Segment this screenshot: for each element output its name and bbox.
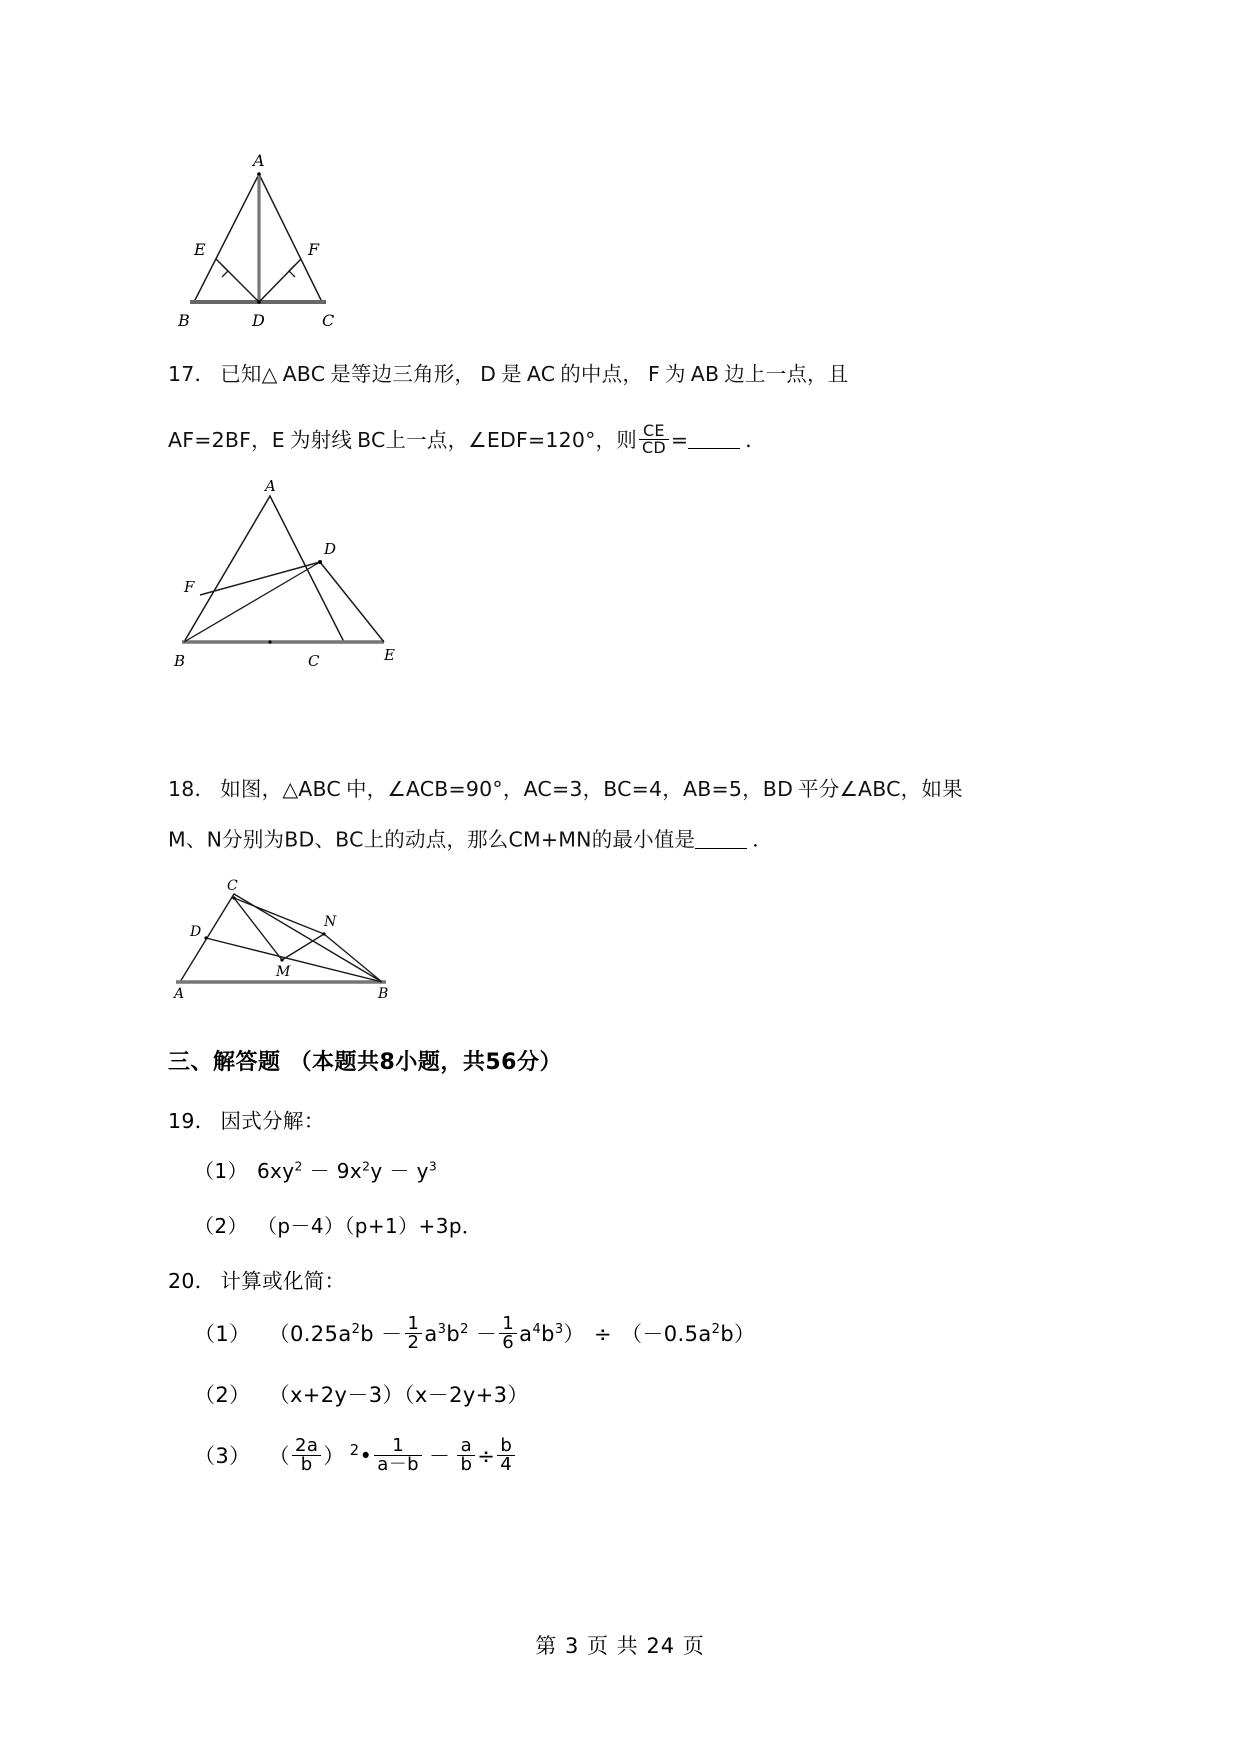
q20-dot: ． <box>194 1269 216 1293</box>
q20-i3-minus: － <box>429 1443 451 1468</box>
q17-frac-numerator: CE <box>639 423 669 440</box>
q17-equals: = <box>670 427 689 452</box>
question-19-title <box>168 1104 325 1134</box>
q19-title-text: 因式分解： <box>220 1109 325 1133</box>
q20-number: 20 <box>168 1269 195 1293</box>
q18-period: ． <box>752 827 773 852</box>
figure-q17-label-C: C <box>308 652 320 670</box>
question-17-line-1 <box>168 362 848 388</box>
q20-i1-sup2: 3 <box>437 1321 447 1337</box>
section-3-marker: 三、 <box>168 1050 214 1075</box>
q19-number: 19 <box>168 1109 195 1133</box>
q20-i3-f3-den: b <box>460 1454 473 1476</box>
q17-number: 17 <box>168 362 195 386</box>
section-3-count: 8 <box>379 1050 396 1075</box>
q20-i1-tail-close: b） <box>720 1321 756 1346</box>
q20-i3-f3-num: a <box>457 1437 475 1456</box>
q20-i1-f2-num: 1 <box>499 1315 517 1334</box>
q20-item-3-label: （3） <box>194 1443 251 1468</box>
q20-i3-f2-num: 1 <box>374 1437 422 1456</box>
q19-item-1-expression <box>257 1159 437 1183</box>
figure-q17-label-A: A <box>265 480 276 495</box>
q19-item-1 <box>168 1155 437 1184</box>
q20-item-1 <box>168 1313 756 1354</box>
figure-q16-triangle <box>172 128 412 334</box>
q18-l1-triangle-symbol: △ <box>282 777 299 801</box>
q17-l1-triangle-symbol: △ <box>261 362 278 386</box>
q17-l1-t7: 的中点， <box>560 362 644 386</box>
q20-i3-paren-close: ） <box>323 1443 345 1468</box>
q20-i3-fraction-a-b <box>457 1437 475 1475</box>
q20-i1-fraction-sixth <box>499 1315 517 1353</box>
q17-frac-denominator: CD <box>641 438 666 458</box>
figure-q18-label-M: M <box>276 964 291 980</box>
q19-item-2 <box>168 1210 482 1239</box>
figure-q16-label-C: C <box>322 311 335 330</box>
q20-i1-divide-symbol: ÷ <box>593 1321 612 1346</box>
q18-number: 18 <box>168 777 195 801</box>
q20-i3-f1-den: b <box>300 1454 313 1476</box>
q20-i3-f4-num: b <box>497 1437 515 1456</box>
section-3-paren-open: （本题共 <box>289 1050 380 1075</box>
q20-i3-fraction-1-ab <box>374 1437 422 1475</box>
q20-i3-paren-open: （ <box>268 1443 290 1468</box>
q18-l2-mn: M、N <box>168 827 223 852</box>
q17-ratio-fraction <box>639 423 669 457</box>
q19-item-2-expression: （p－4）（p+1）+3p． <box>256 1214 483 1238</box>
q18-l1-t4: 平分∠ABC，如果 <box>798 777 963 801</box>
q20-i1-f1-den: 2 <box>407 1332 420 1354</box>
q20-i3-multiply-dot: • <box>359 1443 373 1468</box>
figure-q17-label-F: F <box>184 578 195 596</box>
figure-q18-label-D: D <box>190 924 202 940</box>
figure-q17-svg <box>172 480 442 680</box>
question-17-line-2 <box>168 421 766 458</box>
q18-l2-t6: 的最小值是 <box>591 827 696 852</box>
q20-i1-m1: a <box>424 1321 438 1346</box>
figure-q18-label-A: A <box>174 986 185 1002</box>
q20-i1-m2: b <box>446 1321 461 1346</box>
q17-l1-f: F <box>648 362 661 386</box>
q20-i3-divide-symbol: ÷ <box>477 1443 496 1468</box>
figure-q18-triangle <box>172 872 422 1002</box>
figure-q16-label-E: E <box>194 240 206 259</box>
q19-e1-p0: 6xy <box>256 1159 295 1183</box>
q20-i3-f2-den: a－b <box>377 1454 420 1476</box>
q17-l1-t1: 已知 <box>220 362 262 386</box>
section-3-heading <box>168 1045 562 1076</box>
q19-dot: ． <box>194 1109 216 1133</box>
q20-i1-sup3: 2 <box>460 1321 469 1337</box>
q20-i1-sup6: 2 <box>711 1321 721 1337</box>
q20-title-text: 计算或化简： <box>220 1269 346 1293</box>
q17-l1-abc: ABC <box>282 362 326 386</box>
q17-l1-d: D <box>480 362 497 386</box>
q17-dot: ． <box>194 362 216 386</box>
figure-q18-label-C: C <box>227 878 238 894</box>
q18-dot: ． <box>194 777 216 801</box>
q19-item-2-label: （2） <box>194 1214 248 1238</box>
q18-l1-t1: 如图， <box>220 777 283 801</box>
q18-answer-blank[interactable] <box>695 827 747 849</box>
q20-i1-m4: b <box>541 1321 555 1346</box>
section-3-mid: 小题，共 <box>395 1050 486 1075</box>
figure-q16-label-B: B <box>178 311 190 330</box>
q20-i1-sup4: 4 <box>532 1321 542 1337</box>
q20-i1-fraction-half <box>405 1315 423 1353</box>
figure-q16-label-D: D <box>252 311 265 330</box>
q20-item-3-expression <box>268 1435 518 1476</box>
section-3-score: 56 <box>485 1050 517 1075</box>
q17-l1-ab: AB <box>690 362 720 386</box>
q20-i3-fraction-b-4 <box>497 1437 515 1475</box>
figure-q18-label-N: N <box>324 914 337 930</box>
q20-i1-open: （0.25a <box>268 1321 352 1346</box>
q19-e1-p2: － 9x <box>302 1159 363 1183</box>
q20-i3-exponent: 2 <box>349 1441 360 1459</box>
figure-q16-label-F: F <box>308 240 320 259</box>
q20-i3-fraction-2a-b <box>292 1437 321 1475</box>
q17-l1-t3: 是等边三角形， <box>330 362 476 386</box>
page-footer <box>0 1628 1240 1662</box>
q20-i1-close: ） <box>563 1321 585 1346</box>
q20-i1-f1-num: 1 <box>405 1315 423 1334</box>
q20-i1-minus: － <box>468 1321 498 1346</box>
q18-l1-abc: ABC <box>298 777 341 801</box>
q17-l2-t3: 为射线 <box>289 427 353 452</box>
figure-q18-label-B: B <box>378 986 389 1002</box>
section-3-title: 解答题 <box>213 1050 281 1075</box>
q20-i1-tail-open: （－0.5a <box>620 1321 712 1346</box>
q17-l2-t5: 上一点，∠EDF=120°，则 <box>385 427 637 452</box>
q20-i1-sup1: 2 <box>351 1321 361 1337</box>
q20-i1-f2-den: 6 <box>502 1332 515 1354</box>
figure-q17-label-B: B <box>174 652 186 670</box>
question-20-title <box>168 1264 345 1294</box>
q20-i1-sup5: 3 <box>554 1321 564 1337</box>
q17-l2-bc: BC <box>357 427 386 452</box>
q17-l1-t11: 边上一点，且 <box>724 362 849 386</box>
q19-item-1-label: （1） <box>194 1159 248 1183</box>
q18-l2-t2: 分别为 <box>222 827 285 852</box>
q20-item-1-label: （1） <box>194 1321 251 1346</box>
q20-item-1-expression <box>268 1313 756 1354</box>
q20-i1-b1: b － <box>360 1321 403 1346</box>
section-3-paren-close: 分） <box>517 1050 563 1075</box>
q20-item-3 <box>168 1435 517 1476</box>
q19-e1-p4: y － y <box>370 1159 429 1183</box>
q19-e1-sup1: 2 <box>294 1158 303 1174</box>
figure-q18-svg <box>172 872 422 1002</box>
figure-q17-label-E: E <box>384 646 395 664</box>
q18-l2-cmmn: CM+MN <box>508 827 592 852</box>
question-18-line-1 <box>168 777 963 803</box>
q17-period: ． <box>745 427 766 452</box>
q17-l1-t5: 是 <box>501 362 522 386</box>
q17-l2-e: E <box>271 427 285 452</box>
q20-item-2 <box>168 1379 529 1409</box>
figure-q16-label-A: A <box>253 151 265 170</box>
q18-l2-t4: 上的动点，那么 <box>363 827 509 852</box>
q17-answer-blank[interactable] <box>688 427 740 449</box>
q19-e1-sup3: 3 <box>428 1158 438 1174</box>
q20-item-2-expression: （x+2y－3）（x－2y+3） <box>268 1383 529 1407</box>
q17-l1-t9: 为 <box>665 362 686 386</box>
q18-l1-t3: 中，∠ACB=90°，AC=3，BC=4，AB=5，BD <box>345 777 794 801</box>
figure-q17-triangle <box>172 480 442 680</box>
q19-e1-sup2: 2 <box>362 1158 371 1174</box>
q17-l1-ac: AC <box>526 362 556 386</box>
q20-item-2-label: （2） <box>194 1383 251 1407</box>
q20-i3-f1-num: 2a <box>292 1437 321 1456</box>
q17-l2-t1: AF=2BF， <box>168 427 272 452</box>
question-18-line-2 <box>168 827 773 853</box>
figure-q16-svg <box>172 128 412 334</box>
page-footer-text: 第 3 页 共 24 页 <box>535 1634 705 1658</box>
q18-l2-bd-bc: BD、BC <box>284 827 364 852</box>
q20-i1-m3: a <box>519 1321 533 1346</box>
figure-q17-label-D: D <box>324 540 337 558</box>
q20-i3-f4-den: 4 <box>500 1454 513 1476</box>
